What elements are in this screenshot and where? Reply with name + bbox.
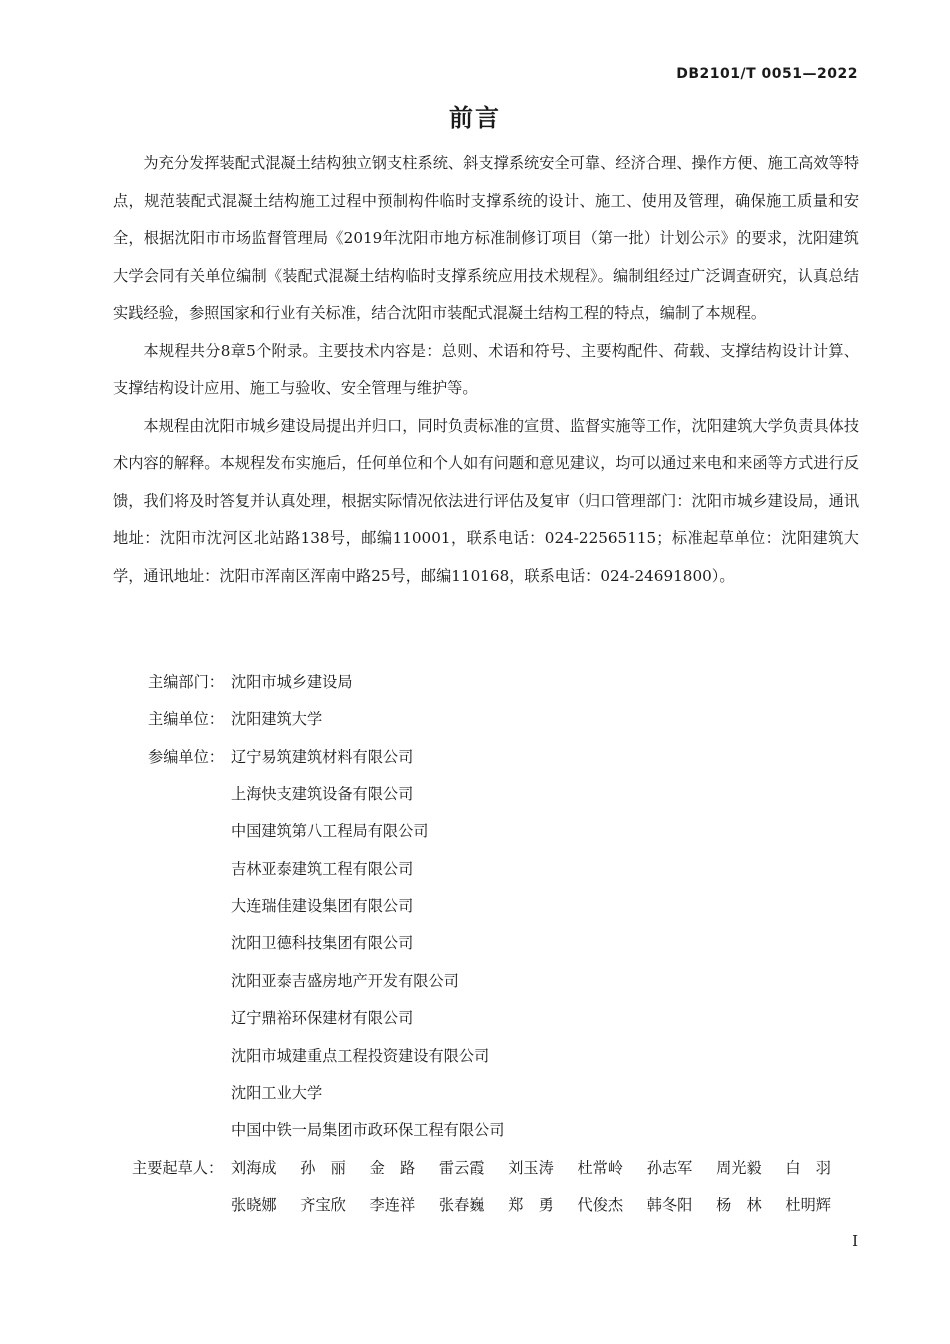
chief-dept-value: 沈阳市城乡建设局 [231, 673, 353, 691]
drafters-label: 主要起草人： [132, 1159, 224, 1177]
drafter-name: 杜明辉 [785, 1196, 831, 1214]
participating-unit: 中国建筑第八工程局有限公司 [231, 822, 429, 840]
participating-unit: 沈阳亚泰吉盛房地产开发有限公司 [231, 972, 459, 990]
drafter-name: 齐宝欣 [300, 1196, 346, 1214]
drafter-name: 韩冬阳 [646, 1196, 693, 1214]
participating-unit: 辽宁鼎裕环保建材有限公司 [231, 1009, 414, 1027]
drafter-name: 金 路 [369, 1159, 416, 1177]
drafter-name: 周光毅 [716, 1159, 762, 1177]
drafter-name: 代俊杰 [577, 1196, 624, 1214]
drafter-name: 杜常岭 [577, 1159, 624, 1177]
participating-label: 参编单位： [148, 748, 224, 766]
drafter-name: 杨 林 [716, 1196, 762, 1214]
chief-dept-label: 主编部门： [148, 673, 224, 691]
document-code: DB2101/T 0051—2022 [676, 66, 858, 82]
participating-unit: 上海快支建筑设备有限公司 [231, 785, 414, 803]
drafter-name: 张春巍 [438, 1196, 485, 1214]
chief-unit-label: 主编单位： [148, 710, 224, 728]
drafter-name: 雷云霞 [438, 1159, 485, 1177]
page-number: I [852, 1232, 858, 1250]
drafter-name: 孙 丽 [300, 1159, 346, 1177]
participating-unit: 辽宁易筑建筑材料有限公司 [231, 748, 414, 766]
paragraph-purpose: 为充分发挥装配式混凝土结构独立钢支柱系统、斜支撑系统安全可靠、经济合理、操作方便、施工高效等特点，规范装配式混凝土结构施工过程中预制构件临时支撑系统的设计、施工、使用及管理，确保施工质量和安全，根据沈阳市市场监督管理局《2019年沈阳市地方标准制修订项目（第一批）计划公示》的要求，沈阳建筑大学会同有关单位编制《装配式混凝土结构临时支撑系统应用技术规程》。编制组经过广泛调查研究，认真总结实践经验，参照国家和行业有关标准，结合沈阳市装配式混凝土结构工程的特点，编制了本规程。 [113, 154, 859, 322]
paragraph-responsibility: 本规程由沈阳市城乡建设局提出并归口，同时负责标准的宣贯、监督实施等工作，沈阳建筑大学负责具体技术内容的解释。本规程发布实施后，任何单位和个人如有问题和意见建议，均可以通过来电和来函等方式进行反馈，我们将及时答复并认真处理，根据实际情况依法进行评估及复审（归口管理部门：沈阳市城乡建设局，通讯地址：沈阳市沈河区北站路138号，邮编110001，联系电话：024-22565115；标准起草单位：沈阳建筑大学，通讯地址：沈阳市浑南区浑南中路25号，邮编110168，联系电话：024-24691800）。 [113, 416, 859, 585]
preface-body [113, 145, 859, 595]
participating-unit: 吉林亚泰建筑工程有限公司 [231, 860, 414, 878]
page-title: 前言 [449, 104, 501, 132]
drafter-name: 李连祥 [369, 1196, 416, 1214]
drafter-name: 郑 勇 [508, 1196, 554, 1214]
paragraph-contents: 本规程共分8章5个附录。主要技术内容是：总则、术语和符号、主要构配件、荷载、支撑结构设计计算、支撑结构设计应用、施工与验收、安全管理与维护等。 [113, 341, 859, 397]
participating-unit: 沈阳工业大学 [231, 1084, 323, 1102]
participating-unit: 大连瑞佳建设集团有限公司 [231, 897, 414, 915]
drafter-name: 刘海成 [231, 1159, 277, 1177]
drafters-row-1 [231, 1157, 831, 1178]
drafter-name: 孙志军 [646, 1159, 693, 1177]
participating-unit: 沈阳市城建重点工程投资建设有限公司 [231, 1047, 490, 1065]
drafter-name: 白 羽 [785, 1159, 831, 1177]
participating-unit: 中国中铁一局集团市政环保工程有限公司 [231, 1121, 505, 1139]
participating-unit: 沈阳卫德科技集团有限公司 [231, 934, 414, 952]
chief-unit-value: 沈阳建筑大学 [231, 710, 323, 728]
drafter-name: 张晓娜 [231, 1196, 277, 1214]
drafter-name: 刘玉涛 [508, 1159, 554, 1177]
drafters-row-2 [231, 1194, 831, 1215]
